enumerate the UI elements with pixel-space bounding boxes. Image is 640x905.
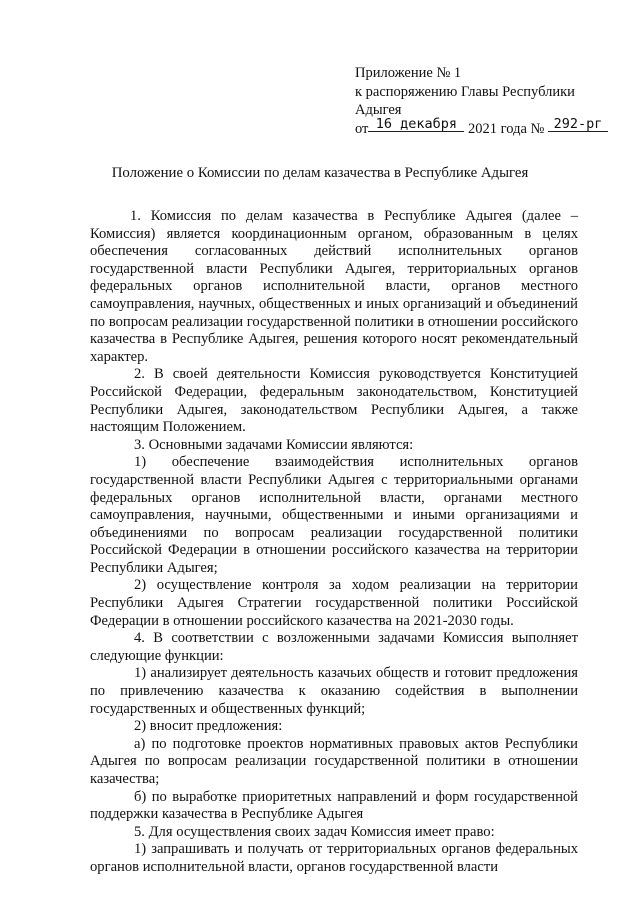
appendix-date-line: [355, 115, 625, 139]
paragraph-3-2: 2) осуществление контроля за ходом реализации на территории Республики Адыгея Стратегии государственной политики Российской Федерации в отношении российского казачества на 2021-2030 годы.: [90, 577, 578, 629]
paragraph-3-1: 1) обеспечение взаимодействия исполнительных органов государственной власти Республики Адыгея с территориальными органами федеральных органов исполнительной власти, органами местного самоуправления, научными, общественными и иными организациями и объединениями по вопросам реализации государственной политики Российской Федерации в отношении российского казачества на территории Республики Адыгея;: [90, 454, 578, 576]
document-body: [90, 208, 578, 877]
appendix-line-3: Адыгея: [355, 102, 402, 118]
paragraph-4-1: 1) анализирует деятельность казачьих обществ и готовит предложения по привлечению казачества к оказанию содействия в выполнении государственных и общественных функций;: [90, 665, 578, 717]
paragraph-4-2: 2) вносит предложения:: [134, 718, 283, 735]
date-field: 16 декабря: [368, 117, 464, 132]
appendix-line-2: к распоряжению Главы Республики: [355, 83, 575, 100]
date-prefix: от: [355, 120, 369, 137]
appendix-header: [355, 64, 625, 138]
paragraph-2: 2. В своей деятельности Комиссия руководствуется Конституцией Российской Федерации, федеральным законодательством, Конституцией Республики Адыгея, законодательством Республики Адыгея, а также настоящим Положением.: [90, 366, 578, 436]
paragraph-5: 5. Для осуществления своих задач Комиссия имеет право:: [134, 823, 495, 840]
paragraph-5-1: 1) запрашивать и получать от территориальных органов федеральных органов исполнительной власти, органов государственной власти: [90, 841, 578, 875]
number-field: 292-рг: [548, 117, 608, 132]
paragraph-4-2-a: а) по подготовке проектов нормативных правовых актов Республики Адыгея по вопросам реализации государственной политики в отношении казачества;: [90, 735, 578, 787]
year-text: 2021 года №: [468, 120, 545, 137]
paragraph-3: 3. Основными задачами Комиссии являются:: [134, 436, 414, 453]
paragraph-1: 1. Комиссия по делам казачества в Республике Адыгея (далее – Комиссия) является координационным органом, образованным в целях обеспечения согласованных действий исполнительных органов государственной власти Республики Адыгея, территориальных органов федеральных органов исполнительной власти, органов местного самоуправления, научных, общественных и иных организаций и объединений по вопросам реализации государственной политики в отношении российского казачества в Республике Адыгея, решения которого носят рекомендательный характер.: [90, 208, 578, 365]
document-title: Положение о Комиссии по делам казачества в Республике Адыгея: [111, 165, 529, 181]
paragraph-4-2-b: б) по выработке приоритетных направлений и форм государственной поддержки казачества в Республике Адыгея: [90, 788, 578, 823]
paragraph-4: 4. В соответствии с возложенными задачами Комиссия выполняет следующие функции:: [90, 630, 578, 664]
appendix-line-1: Приложение № 1: [355, 65, 462, 81]
